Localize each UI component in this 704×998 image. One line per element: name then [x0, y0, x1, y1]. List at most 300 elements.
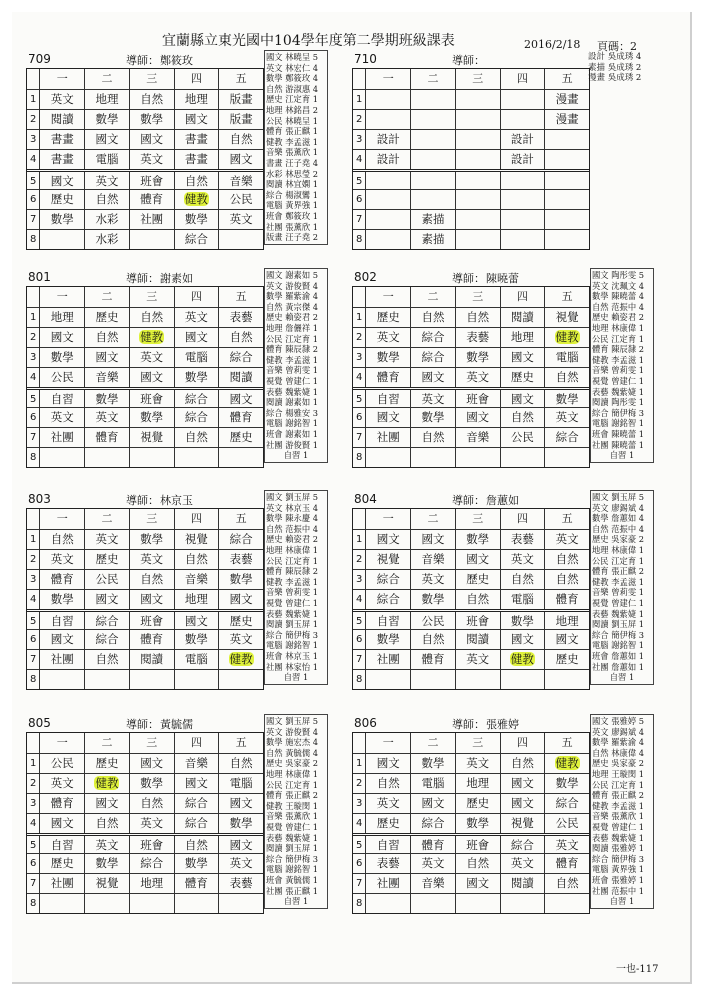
subject-teacher-entry: 表藝 魏紫婕 1 [266, 386, 319, 397]
lesson-cell: 自然 [129, 794, 174, 813]
lesson-cell [500, 172, 545, 189]
lesson-cell [544, 670, 589, 689]
lesson-cell [39, 230, 84, 249]
day-header: 五 [544, 287, 589, 307]
lesson-cell [84, 894, 129, 913]
lesson-cell: 英文 [544, 836, 589, 853]
lesson-cell: 自然 [410, 308, 455, 327]
period-row [27, 387, 263, 407]
lesson-cell: 國文 [365, 754, 410, 773]
lesson-cell: 閱讀 [129, 650, 174, 669]
lesson-cell: 數學 [500, 612, 545, 629]
lesson-cell: 英文 [365, 794, 410, 813]
lesson-cell: 自習 [365, 390, 410, 407]
lesson-cell [455, 110, 500, 129]
subject-teacher-entry: 歷史 吳家豪 2 [266, 758, 319, 769]
lesson-cell [500, 90, 545, 109]
subject-teacher-list [588, 52, 641, 84]
subject-teacher-list [264, 50, 328, 245]
lesson-cell: 自習 [39, 612, 84, 629]
lesson-cell [174, 448, 219, 467]
lesson-cell: 自然 [129, 308, 174, 327]
lesson-cell: 音樂 [410, 874, 455, 893]
lesson-cell [500, 210, 545, 229]
lesson-cell: 音樂 [218, 172, 263, 189]
corner-cell [27, 287, 39, 307]
lesson-cell: 英文 [39, 774, 84, 793]
lesson-cell: 英文 [84, 530, 129, 549]
subject-teacher-entry: 公民 林曉呈 1 [266, 115, 319, 126]
lesson-cell [410, 670, 455, 689]
period-number: 3 [29, 574, 37, 585]
subject-teacher-entry: 班會 林京玉 1 [266, 650, 319, 661]
lesson-cell [84, 774, 129, 793]
period-row [27, 549, 263, 569]
lesson-cell: 地理 [129, 874, 174, 893]
lesson-cell: 漫畫 [544, 110, 589, 129]
lesson-cell: 英文 [174, 308, 219, 327]
lesson-cell: 公民 [500, 428, 545, 447]
lesson-cell: 國文 [500, 630, 545, 649]
period-row [27, 447, 263, 467]
lesson-cell: 電腦 [174, 650, 219, 669]
lesson-cell: 國文 [365, 408, 410, 427]
lesson-cell [410, 150, 455, 169]
subject-teacher-entry: 電腦 黃界強 1 [592, 864, 645, 875]
period-number: 7 [29, 432, 37, 443]
period-row [353, 873, 589, 893]
lesson-cell: 音樂 [410, 550, 455, 569]
period-row [27, 327, 263, 347]
period-row [353, 189, 589, 209]
day-header-row [27, 509, 263, 529]
subject-teacher-entry: 數學 詹蕙如 4 [592, 513, 645, 524]
lesson-cell: 表藝 [455, 328, 500, 347]
day-header: 三 [455, 733, 500, 753]
lesson-cell: 社團 [365, 874, 410, 893]
subject-teacher-entry: 社團 張正麒 1 [266, 885, 319, 896]
lesson-cell: 綜合 [174, 794, 219, 813]
period-row [353, 853, 589, 873]
lesson-cell: 歷史 [455, 794, 500, 813]
period-row [27, 529, 263, 549]
period-number: 5 [29, 176, 37, 187]
subject-teacher-entry: 公民 江定育 1 [592, 333, 645, 344]
day-header: 二 [410, 69, 455, 89]
subject-teacher-entry: 自然 黃宗傑 4 [266, 301, 319, 312]
period-row [353, 833, 589, 853]
lesson-cell: 綜合 [410, 814, 455, 833]
lesson-cell: 自習 [39, 836, 84, 853]
lesson-cell: 英文 [455, 368, 500, 387]
print-date: 2016/2/18 [524, 38, 581, 51]
lesson-cell: 歷史 [84, 308, 129, 327]
period-number: 1 [355, 758, 363, 769]
day-header: 四 [174, 509, 219, 529]
day-header: 三 [455, 69, 500, 89]
period-number: 3 [29, 134, 37, 145]
lesson-cell: 歷史 [365, 308, 410, 327]
subject-teacher-entry: 自然 范振中 4 [592, 301, 645, 312]
subject-teacher-entry: 綜合 簡伊梅 3 [592, 407, 645, 418]
period-row [353, 793, 589, 813]
lesson-cell [544, 210, 589, 229]
lesson-cell: 綜合 [129, 854, 174, 873]
subject-teacher-entry: 電腦 黃界強 1 [266, 200, 319, 211]
subject-teacher-entry: 電腦 謝銘智 1 [266, 418, 319, 429]
lesson-cell: 地理 [174, 90, 219, 109]
period-number: 2 [29, 332, 37, 343]
subject-teacher-entry: 健教 李孟滋 1 [266, 354, 319, 365]
period-number: 4 [29, 372, 37, 383]
teacher-label: 導師： [452, 718, 485, 731]
day-header: 二 [84, 287, 129, 307]
lesson-cell: 歷史 [39, 190, 84, 209]
lesson-cell [39, 448, 84, 467]
period-row [353, 169, 589, 189]
lesson-cell: 漫畫 [544, 90, 589, 109]
lesson-cell: 國文 [500, 390, 545, 407]
lesson-cell: 英文 [365, 328, 410, 347]
lesson-cell: 音樂 [174, 754, 219, 773]
timetable-page [12, 12, 692, 984]
subject-teacher-list [590, 714, 654, 909]
lesson-cell: 自然 [84, 190, 129, 209]
period-number: 6 [355, 858, 363, 869]
lesson-cell: 電腦 [174, 348, 219, 367]
lesson-cell [455, 448, 500, 467]
lesson-cell: 體育 [174, 874, 219, 893]
lesson-cell: 班會 [129, 390, 174, 407]
lesson-cell: 自然 [455, 854, 500, 873]
period-number: 4 [355, 154, 363, 165]
lesson-cell: 自然 [218, 130, 263, 149]
period-row [27, 229, 263, 249]
subject-teacher-entry: 閱讀 謝素如 1 [266, 397, 319, 408]
subject-teacher-entry: 社團 詹蕙如 1 [592, 661, 645, 672]
period-number: 7 [29, 878, 37, 889]
day-header-row [27, 733, 263, 753]
lesson-cell: 國文 [218, 150, 263, 169]
period-row [353, 89, 589, 109]
lesson-cell [218, 448, 263, 467]
lesson-cell: 英文 [455, 754, 500, 773]
subject-teacher-entry: 公民 江定育 1 [266, 779, 319, 790]
lesson-cell: 電腦 [500, 590, 545, 609]
period-number: 6 [29, 194, 37, 205]
highlighted-subject: 健教 [229, 652, 253, 666]
lesson-cell: 自然 [84, 328, 129, 347]
lesson-cell: 數學 [174, 210, 219, 229]
period-number: 6 [355, 634, 363, 645]
lesson-cell: 歷史 [39, 854, 84, 873]
day-header: 二 [410, 287, 455, 307]
period-row [353, 649, 589, 669]
subject-teacher-entry: 歷史 吳家豪 2 [592, 534, 645, 545]
lesson-cell: 國文 [218, 590, 263, 609]
subject-teacher-entry: 英文 游俊賢 4 [266, 726, 319, 737]
lesson-cell: 視覺 [84, 874, 129, 893]
day-header: 二 [84, 69, 129, 89]
lesson-cell: 素描 [410, 230, 455, 249]
lesson-cell [544, 448, 589, 467]
lesson-cell [365, 172, 410, 189]
lesson-cell: 班會 [455, 612, 500, 629]
period-number: 2 [29, 114, 37, 125]
day-header: 五 [218, 733, 263, 753]
period-number: 8 [29, 898, 37, 909]
lesson-cell: 國文 [544, 630, 589, 649]
subject-teacher-entry: 英文 廖錫斌 4 [592, 726, 645, 737]
period-row [27, 347, 263, 367]
schedule-grid [26, 508, 264, 690]
lesson-cell: 國文 [218, 390, 263, 407]
subject-teacher-entry: 視覺 曾建仁 1 [266, 375, 319, 386]
period-row [353, 529, 589, 549]
lesson-cell: 社團 [39, 650, 84, 669]
subject-teacher-entry: 數學 羅紫渝 4 [592, 737, 645, 748]
subject-teacher-entry: 班會 鄭筱玫 1 [266, 210, 319, 221]
lesson-cell [129, 894, 174, 913]
period-row [27, 589, 263, 609]
lesson-cell: 閱讀 [455, 630, 500, 649]
subject-teacher-entry: 國文 張雅婷 5 [592, 716, 645, 726]
lesson-cell: 數學 [129, 530, 174, 549]
day-header: 一 [39, 69, 84, 89]
subject-teacher-entry: 歷史 賴姿君 2 [266, 534, 319, 545]
lesson-cell: 自然 [544, 550, 589, 569]
lesson-cell: 數學 [39, 590, 84, 609]
subject-teacher-entry: 數學 施宏杰 4 [266, 737, 319, 748]
period-number: 4 [355, 594, 363, 605]
day-header: 一 [39, 733, 84, 753]
subject-teacher-entry: 健教 李孟滋 1 [266, 576, 319, 587]
lesson-cell: 自然 [455, 590, 500, 609]
period-row [353, 109, 589, 129]
subject-teacher-entry: 自然 游淑惠 4 [266, 83, 319, 94]
day-header: 一 [365, 69, 410, 89]
period-row [27, 853, 263, 873]
lesson-cell: 綜合 [500, 836, 545, 853]
period-number: 8 [355, 452, 363, 463]
lesson-cell: 地理 [39, 308, 84, 327]
period-row [353, 387, 589, 407]
day-header: 一 [365, 733, 410, 753]
period-number: 4 [355, 818, 363, 829]
subject-teacher-entry: 英文 沈珮文 4 [592, 280, 645, 291]
subject-teacher-entry: 健教 李孟滋 1 [592, 800, 645, 811]
day-header: 三 [129, 733, 174, 753]
teacher-name: 詹蕙如 [486, 494, 519, 507]
class-number: 804 [354, 492, 377, 506]
lesson-cell [455, 230, 500, 249]
subject-teacher-entry: 體育 陳辰隸 2 [592, 344, 645, 355]
period-number: 8 [29, 452, 37, 463]
lesson-cell: 水彩 [84, 230, 129, 249]
subject-teacher-entry: 地理 王璇閔 1 [592, 768, 645, 779]
period-number: 3 [29, 352, 37, 363]
lesson-cell [174, 190, 219, 209]
lesson-cell [129, 328, 174, 347]
subject-teacher-entry: 班會 黃毓儒 1 [266, 874, 319, 885]
lesson-cell: 英文 [39, 550, 84, 569]
lesson-cell: 公民 [218, 190, 263, 209]
lesson-cell [500, 670, 545, 689]
period-row [353, 669, 589, 689]
period-row [353, 753, 589, 773]
lesson-cell: 地理 [84, 90, 129, 109]
lesson-cell [84, 448, 129, 467]
lesson-cell: 視覺 [174, 530, 219, 549]
period-row [27, 169, 263, 189]
period-number: 1 [355, 534, 363, 545]
lesson-cell: 體育 [129, 190, 174, 209]
lesson-cell [84, 670, 129, 689]
lesson-cell: 體育 [129, 630, 174, 649]
day-header-row [27, 287, 263, 307]
subject-teacher-entry: 視覺 曾建仁 1 [266, 821, 319, 832]
period-row [27, 609, 263, 629]
subject-teacher-entry: 自習 1 [283, 672, 309, 683]
subject-teacher-entry: 社團 陳曉蕾 1 [592, 439, 645, 450]
day-header-row [353, 287, 589, 307]
subject-teacher-entry: 自習 1 [609, 672, 635, 683]
lesson-cell: 水彩 [84, 210, 129, 229]
lesson-cell: 國文 [365, 530, 410, 549]
period-number: 2 [29, 778, 37, 789]
lesson-cell [544, 754, 589, 773]
lesson-cell: 社團 [39, 428, 84, 447]
day-header: 四 [500, 287, 545, 307]
lesson-cell [455, 894, 500, 913]
period-number: 2 [355, 332, 363, 343]
schedule-grid [26, 286, 264, 468]
lesson-cell [544, 172, 589, 189]
lesson-cell: 綜合 [174, 408, 219, 427]
subject-teacher-entry: 歷史 吳家豪 2 [592, 758, 645, 769]
period-number: 5 [29, 394, 37, 405]
lesson-cell: 歷史 [455, 570, 500, 589]
subject-teacher-entry: 健教 李孟滋 1 [592, 576, 645, 587]
lesson-cell: 自然 [174, 836, 219, 853]
lesson-cell: 數學 [365, 348, 410, 367]
lesson-cell [410, 130, 455, 149]
subject-teacher-entry: 英文 林京玉 4 [266, 502, 319, 513]
class-number: 805 [28, 716, 51, 730]
subject-teacher-entry: 電腦 謝銘智 1 [592, 418, 645, 429]
period-row [27, 793, 263, 813]
day-header-row [353, 733, 589, 753]
lesson-cell: 數學 [129, 774, 174, 793]
lesson-cell: 表藝 [365, 854, 410, 873]
lesson-cell: 自然 [365, 774, 410, 793]
lesson-cell: 國文 [500, 774, 545, 793]
day-header-row [27, 69, 263, 89]
lesson-cell: 數學 [84, 390, 129, 407]
lesson-cell: 社團 [39, 874, 84, 893]
lesson-cell: 歷史 [218, 612, 263, 629]
subject-teacher-entry: 自然 范振中 4 [266, 523, 319, 534]
lesson-cell: 綜合 [365, 590, 410, 609]
lesson-cell [410, 172, 455, 189]
day-header: 四 [174, 287, 219, 307]
schedule-grid [352, 68, 590, 250]
subject-teacher-entry: 地理 林康偉 1 [592, 544, 645, 555]
lesson-cell [410, 190, 455, 209]
subject-teacher-entry: 健教 王璇閔 1 [266, 800, 319, 811]
period-row [353, 813, 589, 833]
lesson-cell [174, 670, 219, 689]
period-number: 4 [29, 818, 37, 829]
lesson-cell [39, 670, 84, 689]
subject-teacher-entry: 版畫 汪子堯 2 [266, 232, 319, 243]
lesson-cell: 數學 [410, 754, 455, 773]
period-number: 3 [29, 798, 37, 809]
subject-teacher-entry: 健教 李孟滋 1 [592, 354, 645, 365]
subject-teacher-entry: 地理 林康偉 1 [266, 768, 319, 779]
period-number: 3 [355, 574, 363, 585]
subject-teacher-entry: 體育 張正麒 1 [266, 126, 319, 137]
subject-teacher-entry: 歷史 賴姿君 2 [592, 312, 645, 323]
lesson-cell: 地理 [544, 612, 589, 629]
period-number: 2 [355, 778, 363, 789]
lesson-cell [455, 150, 500, 169]
class-number: 709 [28, 52, 51, 66]
lesson-cell: 數學 [174, 854, 219, 873]
subject-teacher-entry: 公民 江定育 1 [592, 555, 645, 566]
schedule-grid [352, 508, 590, 690]
subject-teacher-entry: 英文 廖錫斌 4 [592, 502, 645, 513]
corner-cell [353, 509, 365, 529]
day-header: 五 [544, 733, 589, 753]
lesson-cell [218, 230, 263, 249]
lesson-cell: 數學 [455, 814, 500, 833]
period-number: 7 [355, 432, 363, 443]
lesson-cell: 國文 [174, 774, 219, 793]
subject-teacher-entry: 電腦 謝銘智 1 [266, 640, 319, 651]
lesson-cell: 英文 [218, 854, 263, 873]
lesson-cell: 國文 [174, 110, 219, 129]
period-row [353, 129, 589, 149]
lesson-cell: 閱讀 [500, 308, 545, 327]
subject-teacher-entry: 電腦 謝銘智 1 [266, 864, 319, 875]
lesson-cell: 地理 [500, 328, 545, 347]
subject-teacher-entry: 社團 游俊賢 1 [266, 439, 319, 450]
subject-teacher-entry: 歷史 江定育 1 [266, 94, 319, 105]
lesson-cell: 班會 [455, 836, 500, 853]
lesson-cell [39, 894, 84, 913]
subject-teacher-entry: 體育 張正麒 2 [592, 790, 645, 801]
period-row [353, 149, 589, 169]
class-number: 806 [354, 716, 377, 730]
subject-teacher-entry: 綜合 楊雅安 3 [266, 407, 319, 418]
lesson-cell: 表藝 [218, 308, 263, 327]
subject-teacher-entry: 閱讀 張雅婷 1 [592, 843, 645, 854]
period-number: 5 [355, 616, 363, 627]
lesson-cell: 綜合 [218, 530, 263, 549]
lesson-cell: 英文 [129, 150, 174, 169]
subject-teacher-entry: 綜合 簡伊梅 3 [266, 629, 319, 640]
period-number: 7 [29, 214, 37, 225]
period-number: 6 [29, 412, 37, 423]
lesson-cell: 社團 [365, 428, 410, 447]
period-number: 5 [29, 840, 37, 851]
lesson-cell: 英文 [39, 90, 84, 109]
lesson-cell: 音樂 [455, 428, 500, 447]
subject-teacher-list [264, 714, 328, 909]
period-row [27, 109, 263, 129]
lesson-cell [365, 230, 410, 249]
